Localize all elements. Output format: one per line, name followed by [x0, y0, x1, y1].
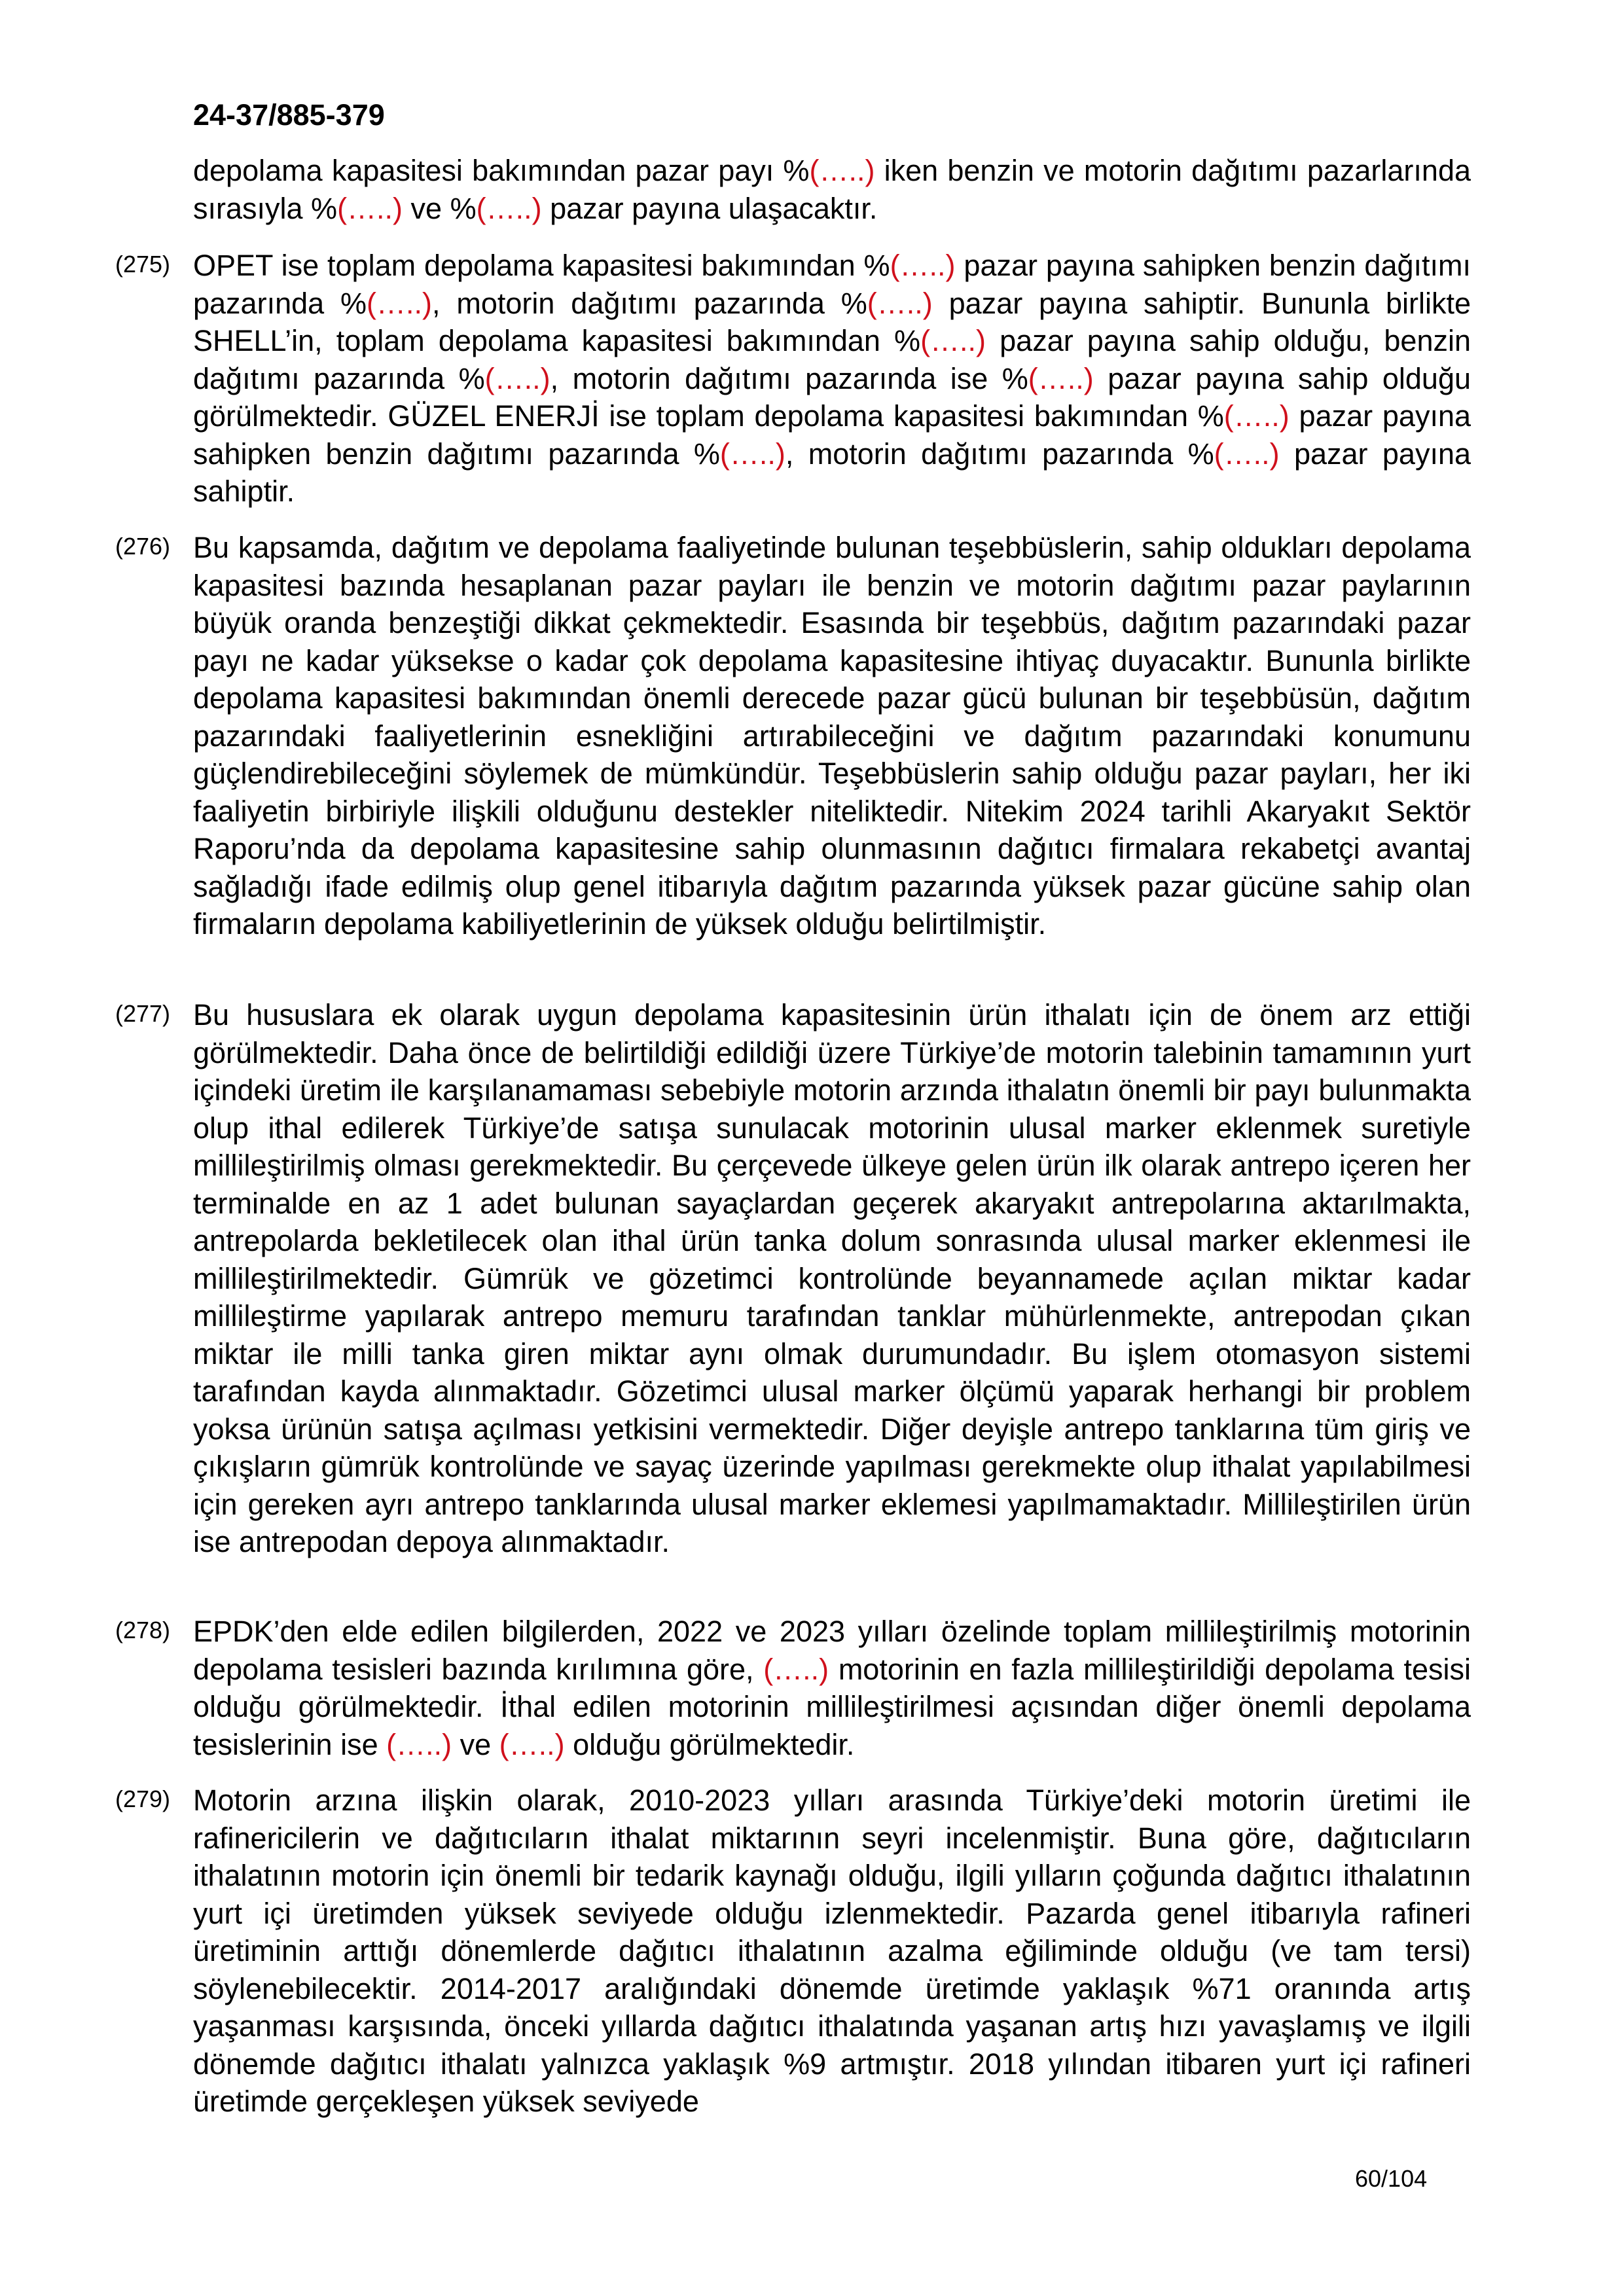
- text-span: olduğu görülmektedir.: [564, 1727, 855, 1761]
- paragraph-number: (276): [115, 533, 171, 560]
- text-span: , motorin dağıtımı pazarında %: [432, 286, 867, 320]
- redacted-placeholder: (…..): [809, 154, 875, 187]
- redacted-placeholder: (…..): [867, 286, 933, 320]
- redacted-placeholder: (…..): [1028, 361, 1094, 395]
- text-span: pazar payına sahipken benzin dağıtımı pazarında %: [193, 399, 1471, 471]
- paragraph-number: (277): [115, 1000, 171, 1027]
- paragraph-text: Motorin arzına ilişkin olarak, 2010-2023 yılları arasında Türkiye’deki motorin üretimi ile rafinericilerin ve dağıtıcıların ithalat miktarının seyri incelenmiştir. Buna göre, dağıtıcıların ithalatının motorin için önemli bir tedarik kaynağı olduğu, ilgili yılların çoğunda dağıtıcı ithalatının yurt içi üretimden yüksek seviyede olduğu izlenmektedir. Pazarda genel itibarıyla rafineri üretiminin arttığı dönemlerde dağıtıcı ithalatının azalma eğiliminde olduğu (ve tam tersi) söylenebilecektir. 2014-2017 aralığındaki dönemde üretimde yaklaşık %71 oranında artış yaşanması karşısında, önceki yıllarda dağıtıcı ithalatında yaşanan artış hızı yavaşlamış ve ilgili dönemde dağıtıcı ithalatı yalnızca yaklaşık %9 artmıştır. 2018 yılından itibaren yurt içi rafineri üretimde gerçekleşen yüksek seviyede: [193, 1784, 1471, 2118]
- paragraph-number: (278): [115, 1617, 171, 1643]
- text-span: OPET ise toplam depolama kapasitesi bakımından %: [193, 249, 890, 282]
- text-span: , motorin dağıtımı pazarında ise %: [550, 361, 1028, 395]
- text-span: EPDK’den elde edilen bilgilerden, 2022 ve 2023 yılları özelinde toplam millileştirilmiş motorinin depolama tesisleri bazında kırılımına göre,: [193, 1615, 1471, 1686]
- continuation-paragraph: [193, 152, 1471, 227]
- paragraph-number: (279): [115, 1785, 171, 1812]
- redacted-placeholder: (…..): [920, 324, 986, 357]
- paragraph-text: [193, 1613, 1471, 1763]
- document-number: 24-37/885-379: [193, 98, 385, 132]
- paragraph-text: [193, 247, 1471, 511]
- text-span: pazar payına sahiptir.: [193, 437, 1471, 508]
- text-span: pazar payına sahiptir. Bununla birlikte SHELL’in, toplam depolama kapasitesi bakımından %: [193, 286, 1471, 357]
- page-number: 60/104: [1355, 2165, 1428, 2192]
- redacted-placeholder: (…..): [719, 437, 785, 471]
- redacted-placeholder: (…..): [1223, 399, 1290, 433]
- text-span: iken benzin ve motorin dağıtımı pazarlarında sırasıyla %: [193, 154, 1471, 225]
- text-span: ve %: [403, 191, 477, 225]
- text-span: pazar payına sahip olduğu, benzin dağıtımı pazarında %: [193, 324, 1471, 395]
- redacted-placeholder: (…..): [367, 286, 433, 320]
- paragraph-text: Bu hususlara ek olarak uygun depolama kapasitesinin ürün ithalatı için de önem arz ettiği görülmektedir. Daha önce de belirtildiği edildiği üzere Türkiye’de motorin talebinin tamamının yurt içindeki üretim ile karşılanamaması sebebiyle motorin arzında ithalatın önemli bir payı bulunmakta olup ithal edilerek Türkiye’de satışa sunulacak motorinin ulusal marker eklenmek suretiyle millileştirilmiş olması gerekmektedir. Bu çerçevede ülkeye gelen ürün ilk olarak antrepo içeren her terminalde en az 1 adet bulunan sayaçlardan geçerek akaryakıt antrepolarına aktarılmakta, antrepolarda bekletilecek olan ithal ürün tanka dolum sonrasında ulusal marker eklenmesi ile millileştirilmektedir. Gümrük ve gözetimci kontrolünde beyannamede açılan miktar kadar millileştirme yapılarak antrepo memuru tarafından tanklar mühürlenmekte, antrepodan çıkan miktar ile milli tanka giren miktar aynı olmak durumundadır. Bu işlem otomasyon sistemi tarafından kayda alınmaktadır. Gözetimci ulusal marker ölçümü yaparak herhangi bir problem yoksa ürünün satışa açılması yetkisini vermektedir. Diğer deyişle antrepo tanklarına tüm giriş ve çıkışların gümrük kontrolünde ve sayaç üzerinde yapılması gerekmekte olup ithalat yapılabilmesi için gereken ayrı antrepo tanklarında ulusal marker eklemesi yapılmamaktadır. Millileştirilen ürün ise antrepodan depoya alınmaktadır.: [193, 998, 1471, 1558]
- paragraph-text: Bu kapsamda, dağıtım ve depolama faaliyetinde bulunan teşebbüslerin, sahip oldukları depolama kapasitesi bazında hesaplanan pazar payları ile benzin ve motorin dağıtımı pazar paylarının büyük oranda benzeştiği dikkat çekmektedir. Esasında bir teşebbüs, dağıtım pazarındaki pazar payı ne kadar yüksekse o kadar çok depolama kapasitesine ihtiyaç duyacaktır. Bununla birlikte depolama kapasitesi bakımından önemli derecede pazar gücü bulunan bir teşebbüsün, dağıtım pazarındaki faaliyetlerinin esnekliğini artırabileceğini ve dağıtım pazarındaki konumunu güçlendirebileceğini söylemek de mümkündür. Teşebbüslerin sahip olduğu pazar payları, her iki faaliyetin birbiriyle ilişkili olduğunu destekler niteliktedir. Nitekim 2024 tarihli Akaryakıt Sektör Raporu’nda da depolama kapasitesine sahip olunmasının dağıtıcı firmalara rekabetçi avantaj sağladığı ifade edilmiş olup genel itibarıyla dağıtım pazarında yüksek pazar gücüne sahip olan firmaların depolama kabiliyetlerinin de yüksek olduğu belirtilmiştir.: [193, 531, 1471, 941]
- text-span: pazar payına sahip olduğu görülmektedir. GÜZEL ENERJİ ise toplam depolama kapasitesi bakımından %: [193, 361, 1471, 433]
- text-span: motorinin en fazla millileştirildiği depolama tesisi olduğu görülmektedir. İthal edilen motorinin millileştirilmesi açısından diğer önemli depolama tesislerinin ise: [193, 1652, 1471, 1761]
- redacted-placeholder: (…..): [484, 361, 550, 395]
- paragraph-number: (275): [115, 251, 171, 278]
- text-span: depolama kapasitesi bakımından pazar payı %: [193, 154, 810, 187]
- text-span: , motorin dağıtımı pazarında %: [785, 437, 1214, 471]
- redacted-placeholder: (…..): [763, 1652, 829, 1686]
- redacted-placeholder: (…..): [499, 1727, 565, 1761]
- text-span: ve: [452, 1727, 499, 1761]
- text-span: pazar payına ulaşacaktır.: [541, 191, 878, 225]
- text-span: pazar payına sahipken benzin dağıtımı pazarında %: [193, 249, 1471, 320]
- redacted-placeholder: (…..): [1214, 437, 1280, 471]
- redacted-placeholder: (…..): [890, 249, 956, 282]
- redacted-placeholder: (…..): [386, 1727, 452, 1761]
- redacted-placeholder: (…..): [476, 191, 542, 225]
- redacted-placeholder: (…..): [337, 191, 403, 225]
